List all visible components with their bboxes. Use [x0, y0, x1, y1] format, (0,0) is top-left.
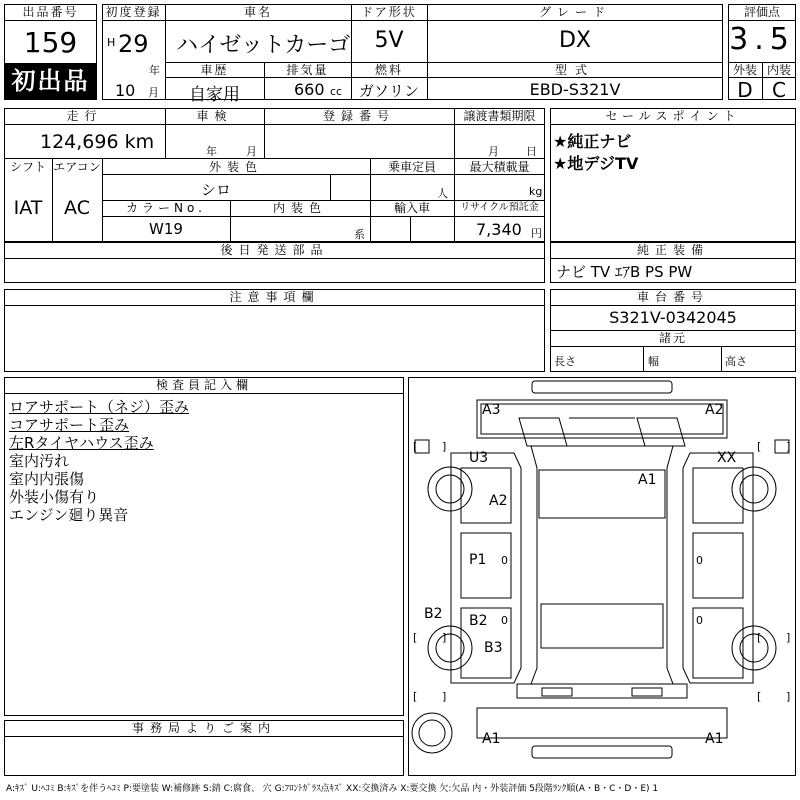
max-load-unit: kg	[529, 185, 543, 198]
bracket-3: [	[757, 440, 762, 453]
model-label: 型式	[554, 63, 595, 77]
spec-grid	[4, 108, 545, 242]
sales-point-1: ★純正ナビ	[553, 132, 632, 151]
bracket-2: ]	[442, 440, 447, 453]
import-label: 輸入車	[393, 201, 430, 215]
displacement-label: 排気量	[286, 63, 329, 77]
mark-a1-rear-left: A1	[482, 731, 501, 747]
dims-label: 諸元	[658, 331, 687, 345]
bracket-7: [	[757, 690, 762, 703]
inspector-line-7: エンジン廻り異音	[9, 506, 129, 524]
damage-diagram	[408, 377, 796, 776]
reg-month: 10	[115, 81, 136, 100]
inspector-line-2: コアサポート歪み	[9, 416, 130, 434]
shift: IAT	[13, 197, 43, 219]
sales-point-2: ★地デジTV	[553, 154, 639, 173]
history-label: 車歴	[200, 63, 229, 77]
fuel-label: 燃料	[374, 63, 403, 77]
mark-a1-roof: A1	[638, 472, 657, 488]
transfer-day-unit: 日	[526, 145, 537, 158]
int-grade-label: 内装	[766, 63, 791, 77]
transfer-month-unit: 月	[488, 145, 499, 158]
lot-number: 159	[23, 26, 78, 59]
car-name-label: 車名	[243, 5, 272, 19]
mark-xx: XX	[717, 450, 737, 466]
bracket-1: [	[413, 440, 418, 453]
era: H	[107, 36, 116, 49]
width-label: 幅	[648, 355, 659, 368]
displacement: 660	[294, 80, 325, 99]
color-no-label: カラーNo.	[126, 201, 206, 215]
ext-color-label: 外装色	[208, 160, 263, 174]
bracket-12: ]	[786, 631, 791, 644]
height-label: 高さ	[725, 355, 747, 368]
reg-year: 29	[118, 30, 149, 58]
mark-u3: U3	[469, 450, 489, 466]
ext-color: シロ	[200, 181, 231, 199]
length-label: 長さ	[554, 355, 576, 368]
score: 3.5	[729, 22, 795, 57]
door-label: ドア形状	[361, 5, 417, 19]
history: 自家用	[189, 85, 240, 105]
inspector-line-1: ロアサポート（ネジ）歪み	[9, 398, 190, 416]
first-reg-label: 初度登録	[105, 5, 162, 19]
door-type: 5V	[374, 28, 404, 53]
zero-left-2: 0	[501, 614, 508, 627]
displacement-unit: cc	[330, 85, 343, 98]
max-load-label: 最大積載量	[469, 160, 530, 174]
bracket-10: ]	[442, 631, 447, 644]
bracket-9: [	[413, 631, 418, 644]
later-parts-label: 後日発送部品	[220, 243, 329, 257]
notes-label: 注意事項欄	[229, 290, 320, 304]
grade: DX	[558, 28, 591, 53]
first-listing-text: 初出品	[11, 67, 90, 95]
int-grade: C	[772, 78, 786, 102]
equipment-label: 純正装備	[636, 243, 709, 257]
mark-p1: P1	[469, 552, 487, 568]
ac: AC	[64, 197, 90, 219]
mileage-label: 走行	[66, 109, 103, 123]
mark-b2-door: B2	[469, 613, 488, 629]
first-listing-badge	[5, 63, 96, 99]
inspector-label: 検査員記入欄	[155, 378, 252, 392]
transfer-docs-label: 譲渡書類期限	[463, 109, 536, 123]
inspector-line-3: 左Rタイヤハウス歪み	[9, 434, 154, 452]
lot-number-label: 出品番号	[22, 5, 79, 19]
mark-a2-left: A2	[489, 493, 508, 509]
inspection-month-unit: 月	[246, 145, 257, 158]
score-label: 評価点	[743, 5, 780, 19]
recycle-label: リサイクル預託金	[460, 202, 539, 213]
mark-b2-side: B2	[424, 606, 443, 622]
shift-label: シフト	[9, 160, 46, 174]
month-unit: 月	[148, 86, 159, 99]
int-color-label: 内装色	[272, 201, 327, 215]
ext-grade-label: 外装	[732, 63, 757, 77]
inspection-label: 車検	[196, 109, 233, 123]
chassis-label: 車台番号	[636, 290, 709, 304]
mark-a1-rear-right: A1	[705, 731, 724, 747]
chassis-number: S321V-0342045	[609, 308, 737, 327]
zero-right-1: 0	[696, 554, 703, 567]
inspector-line-6: 外装小傷有り	[9, 488, 100, 506]
bracket-8: ]	[786, 690, 791, 703]
fuel: ガソリン	[358, 82, 419, 100]
ac-label: エアコン	[53, 160, 101, 174]
mark-a3-front-left: A3	[482, 402, 501, 418]
mark-a2-front-right: A2	[705, 402, 724, 418]
mark-b3: B3	[484, 640, 503, 656]
int-color-unit: 系	[354, 228, 365, 241]
ext-grade: D	[737, 78, 753, 102]
recycle-unit: 円	[531, 227, 542, 240]
year-unit: 年	[149, 64, 160, 77]
equipment: ナビ TV ｴｱB PS PW	[556, 263, 693, 281]
inspection-year-unit: 年	[206, 145, 217, 158]
capacity-label: 乗車定員	[387, 160, 436, 174]
sales-points-label: セールスポイント	[605, 109, 741, 123]
zero-left-1: 0	[501, 554, 508, 567]
zero-right-2: 0	[696, 614, 703, 627]
inspector-line-5: 室内内張傷	[9, 470, 85, 488]
legend: A:ｷｽﾞ U:ﾍｺﾐ B:ｷｽﾞを伴うﾍｺﾐ P:要塗装 W:補修跡 S:錆 C:腐食、 穴 G:ﾌﾛﾝﾄｶﾞﾗｽ点ｷｽﾞ XX:交換済み X:要交換 欠:欠品 内・外装評価 5段階ﾗﾝｸ順(A・B・C・D・E) 1	[6, 784, 659, 794]
plate-label: 登録番号	[322, 109, 395, 123]
bracket-4: ]	[786, 440, 791, 453]
bracket-5: [	[413, 690, 418, 703]
inspector-line-4: 室内汚れ	[9, 452, 70, 470]
recycle-fee: 7,340	[476, 220, 522, 239]
bracket-6: ]	[442, 690, 447, 703]
grade-label: グレード	[538, 5, 611, 19]
office-label: 事務局よりご案内	[131, 721, 276, 735]
car-name: ハイゼットカーゴ	[176, 33, 351, 58]
color-no: W19	[149, 220, 183, 238]
mileage: 124,696 km	[40, 131, 155, 153]
bracket-11: [	[757, 631, 762, 644]
model: EBD-S321V	[529, 80, 621, 99]
capacity-unit: 人	[437, 187, 448, 200]
